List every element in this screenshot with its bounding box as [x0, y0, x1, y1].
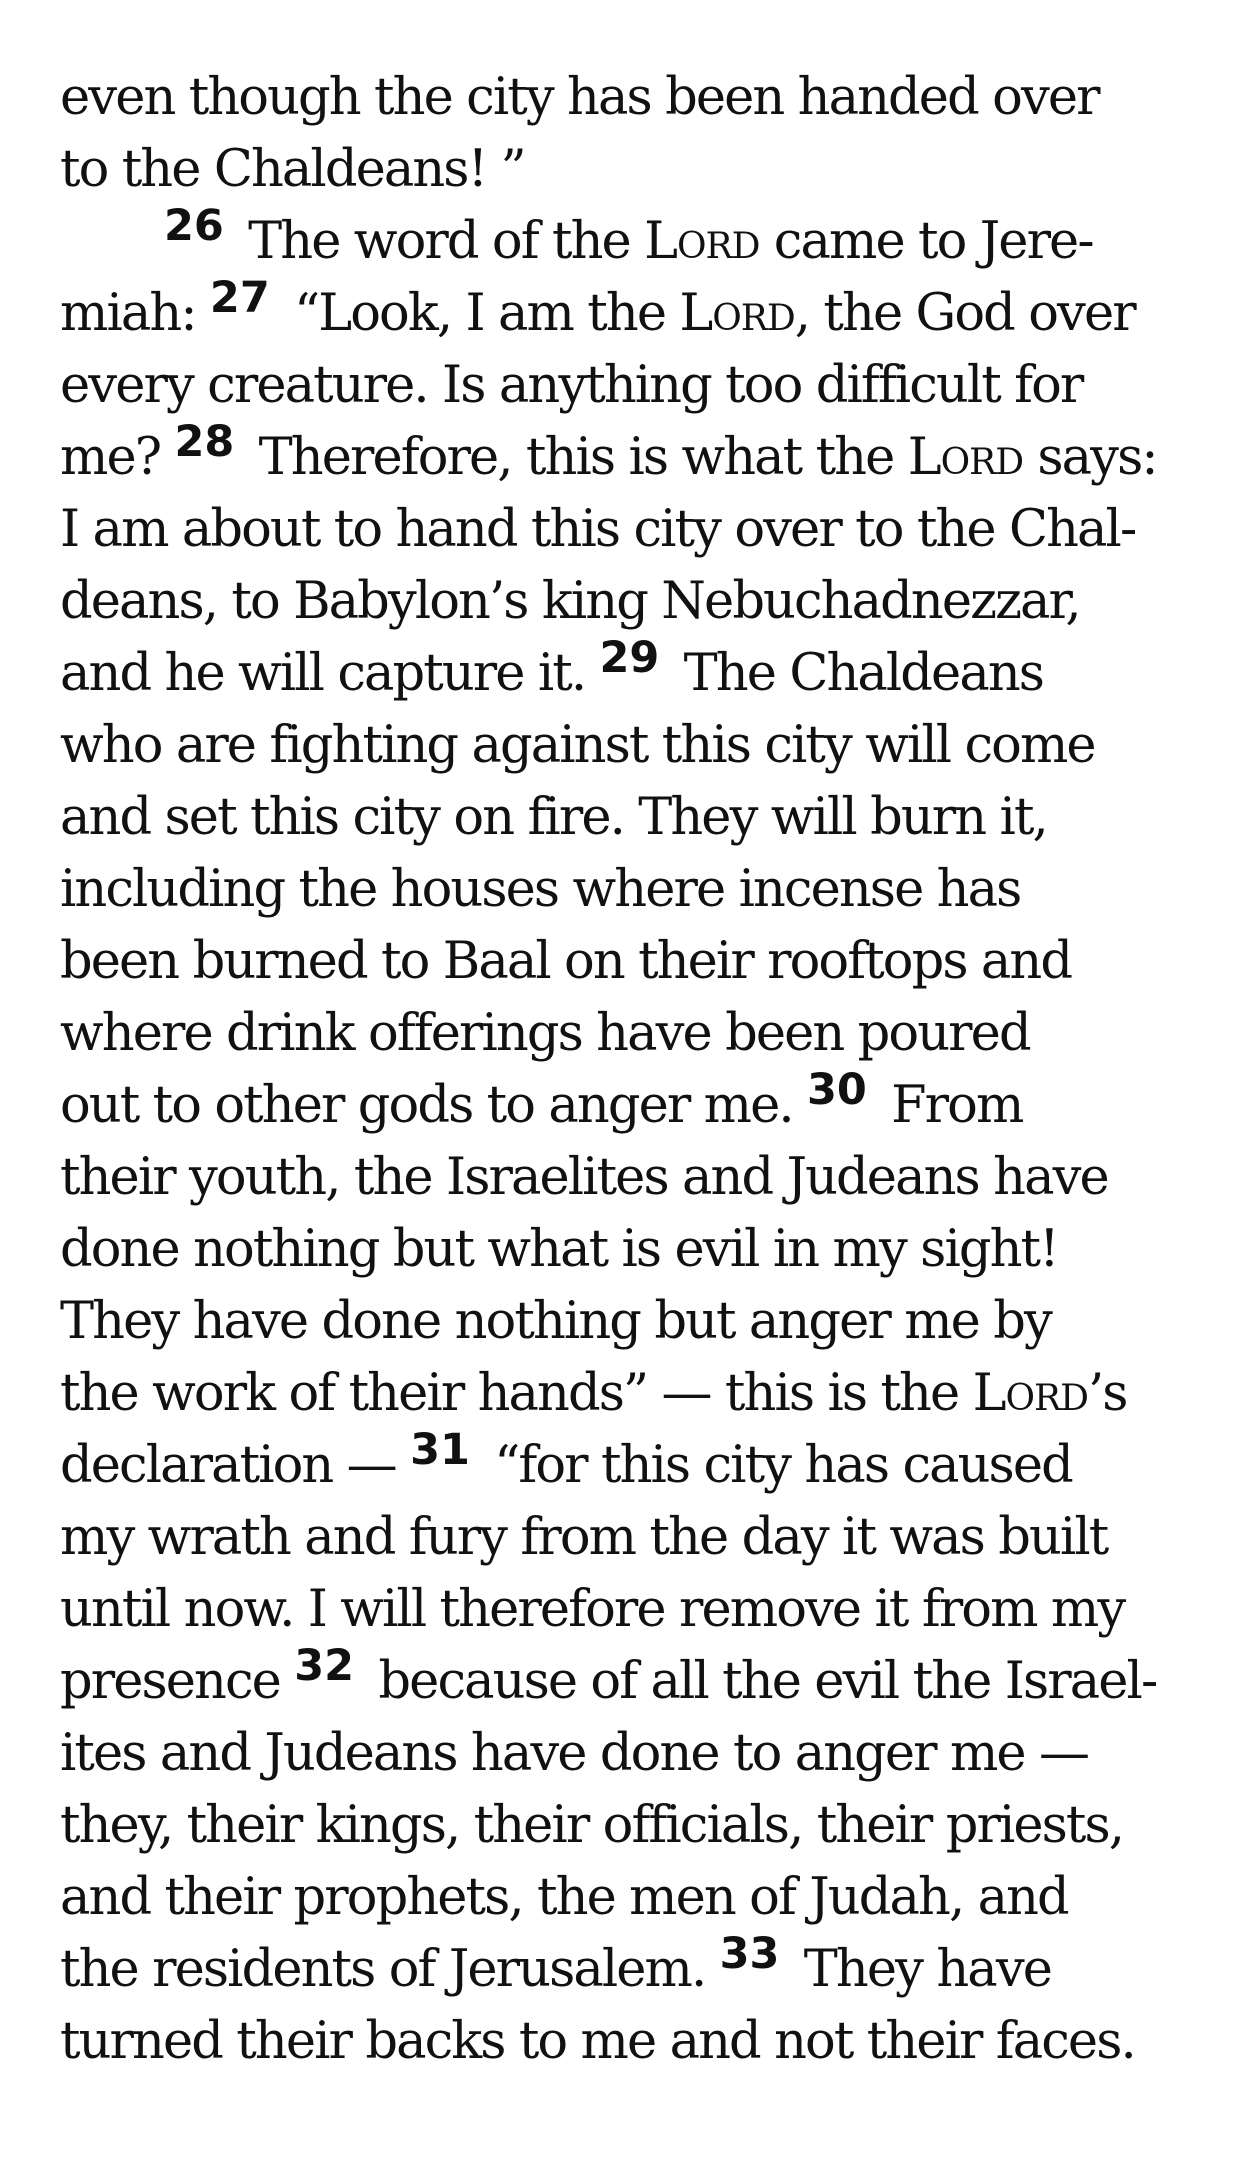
text-line: [60, 1934, 1202, 2006]
text-run: and set this city on fire. They will burn it,: [60, 788, 1047, 847]
text-run: ites and Judeans have done to anger me —: [60, 1724, 1089, 1783]
text-run: they, their kings, their officials, their priests,: [60, 1796, 1124, 1855]
text-run: “for this city has caused: [479, 1436, 1072, 1495]
text-line: [60, 1430, 1202, 1502]
text-run: declaration —: [60, 1436, 411, 1495]
text-run: and their prophets, the men of Judah, and: [60, 1868, 1068, 1927]
text-run: They have done nothing but anger me by: [60, 1292, 1051, 1351]
text-line: [60, 278, 1202, 350]
text-line: [60, 1358, 1202, 1430]
text-line: [60, 494, 1202, 566]
text-line: [60, 998, 1202, 1070]
verse-number[interactable]: 29: [599, 638, 660, 683]
verse-number[interactable]: 32: [294, 1646, 355, 1691]
text-run: I am about to hand this city over to the Chal-: [60, 500, 1136, 559]
text-run: From: [876, 1076, 1023, 1135]
verse-number[interactable]: 33: [719, 1934, 780, 1979]
text-run: me?: [60, 428, 175, 487]
verse-number[interactable]: 30: [807, 1070, 867, 1115]
text-run: the work of their hands” — this is the: [60, 1364, 973, 1423]
text-run: my wrath and fury from the day it was built: [60, 1508, 1108, 1567]
text-run: Therefore, this is what the: [244, 428, 908, 487]
divine-name: Lord: [972, 1364, 1088, 1423]
verse-number[interactable]: 26: [164, 206, 224, 251]
text-run: , the God over: [794, 284, 1135, 343]
text-line: [60, 350, 1202, 422]
text-line: [60, 1070, 1202, 1142]
divine-name: Lord: [644, 212, 760, 271]
text-run: presence: [60, 1652, 295, 1711]
scripture-text: [60, 62, 1202, 2078]
text-line: [60, 422, 1202, 494]
text-line: [60, 1718, 1202, 1790]
text-run: ’s: [1087, 1364, 1127, 1423]
text-line: [60, 926, 1202, 998]
text-run: been burned to Baal on their rooftops and: [60, 932, 1072, 991]
text-run: and he will capture it.: [60, 644, 600, 703]
text-run: until now. I will therefore remove it from my: [60, 1580, 1125, 1639]
text-line: [60, 62, 1202, 134]
verse-number[interactable]: 28: [174, 422, 235, 467]
text-line: [60, 1646, 1202, 1718]
text-run: came to Jere-: [759, 212, 1093, 271]
text-run: who are fighting against this city will come: [60, 716, 1095, 775]
text-run: They have: [789, 1940, 1052, 1999]
text-line: [60, 782, 1202, 854]
text-run: done nothing but what is evil in my sight!: [60, 1220, 1058, 1279]
text-run: “Look, I am the: [279, 284, 680, 343]
text-run: the residents of Jerusalem.: [60, 1940, 720, 1999]
text-run: their youth, the Israelites and Judeans have: [60, 1148, 1108, 1207]
text-run: to the Chaldeans! ”: [60, 140, 525, 199]
text-run: says:: [1023, 428, 1157, 487]
text-run: out to other gods to anger me.: [60, 1076, 808, 1135]
text-line: [60, 134, 1202, 206]
text-line: [60, 1142, 1202, 1214]
verse-number[interactable]: 31: [410, 1430, 470, 1475]
text-run: deans, to Babylon’s king Nebuchadnezzar,: [60, 572, 1080, 631]
text-line: [60, 1790, 1202, 1862]
text-run: miah:: [60, 284, 210, 343]
text-line: [60, 1214, 1202, 1286]
text-run: because of all the evil the Israel-: [364, 1652, 1157, 1711]
text-line: [60, 1574, 1202, 1646]
text-line: [60, 710, 1202, 782]
text-line: [60, 1286, 1202, 1358]
text-line: [60, 638, 1202, 710]
text-run: even though the city has been handed over: [60, 68, 1099, 127]
text-line: [60, 2006, 1202, 2078]
divine-name: Lord: [907, 428, 1024, 487]
text-run: turned their backs to me and not their faces.: [60, 2012, 1135, 2071]
text-run: every creature. Is anything too difficult for: [60, 356, 1083, 415]
text-run: where drink offerings have been poured: [60, 1004, 1030, 1063]
text-line: [60, 1502, 1202, 1574]
text-line: [60, 566, 1202, 638]
text-run: The Chaldeans: [669, 644, 1044, 703]
text-run: including the houses where incense has: [60, 860, 1021, 919]
text-line: [60, 1862, 1202, 1934]
text-line: [60, 206, 1202, 278]
text-run: The word of the: [233, 212, 645, 271]
verse-number[interactable]: 27: [209, 278, 270, 323]
divine-name: Lord: [679, 284, 795, 343]
text-line: [60, 854, 1202, 926]
